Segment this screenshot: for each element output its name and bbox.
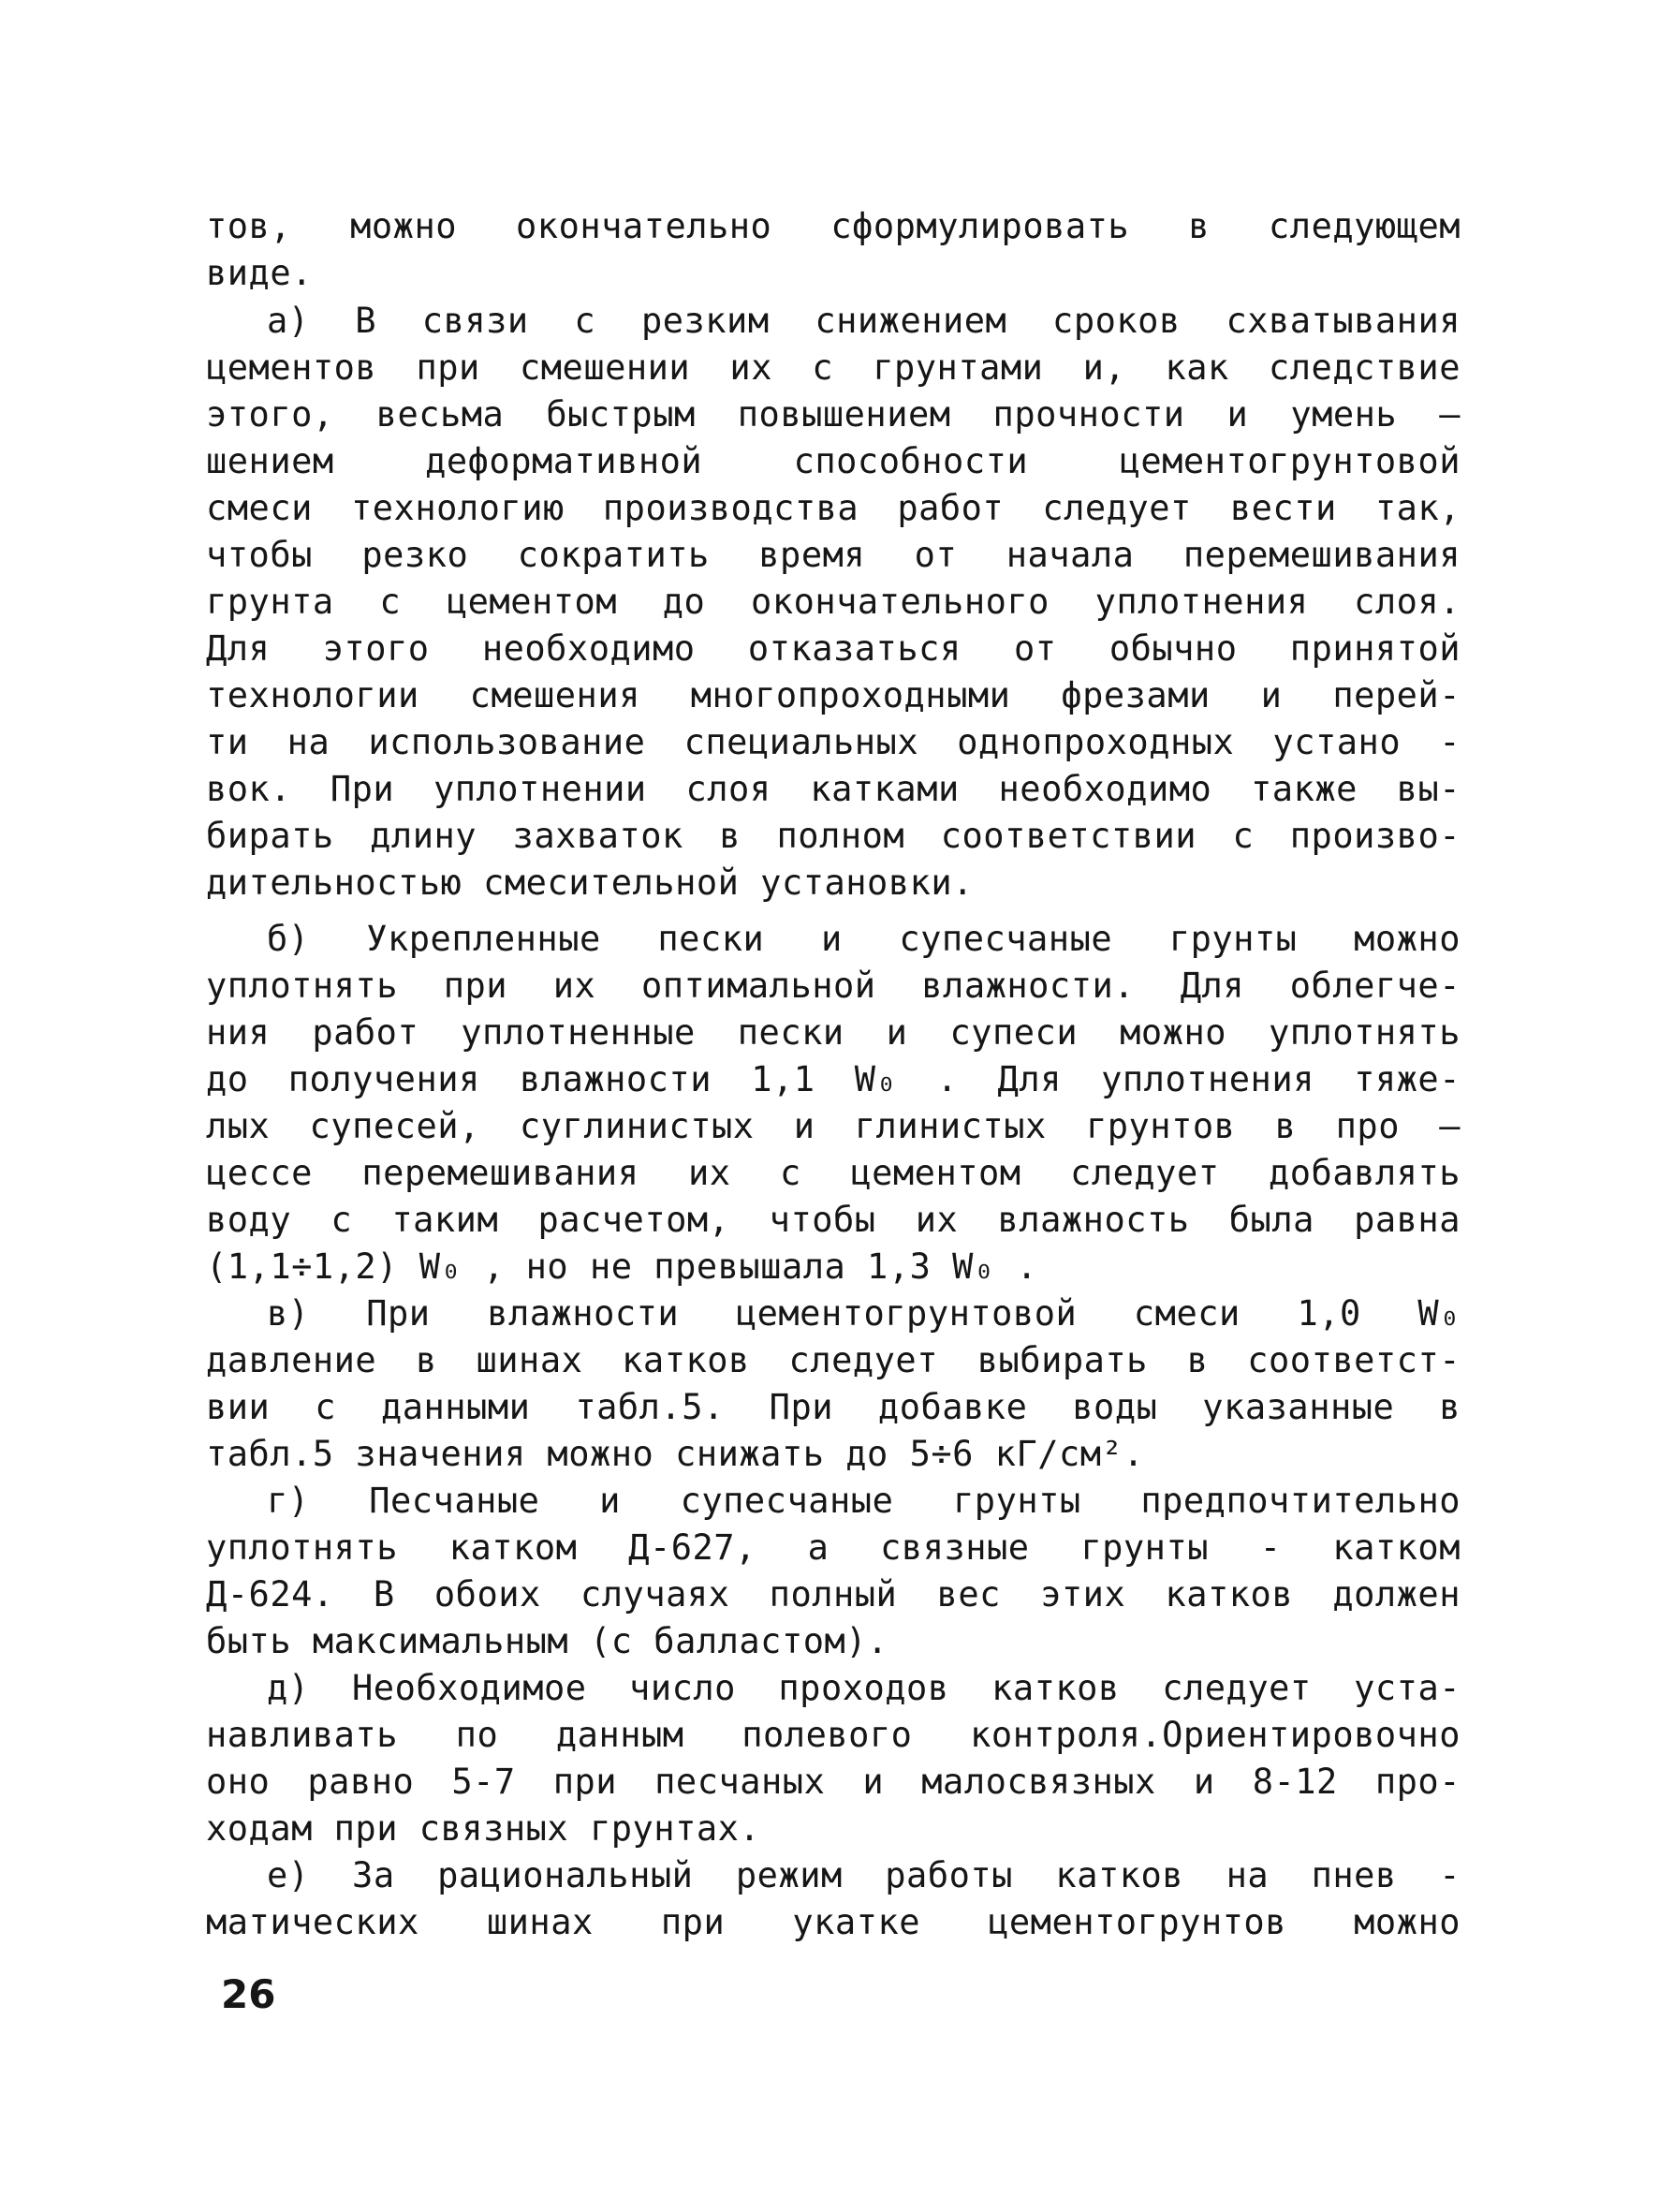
text-line: воду с таким расчетом, чтобы их влажность была равна bbox=[206, 1200, 1461, 1240]
text-line: ния работ уплотненные пески и супеси можно уплотнять bbox=[206, 1012, 1461, 1053]
text-line: навливать по данным полевого контроля.Ориентировочно bbox=[206, 1715, 1461, 1755]
text-line: цементов при смешении их с грунтами и, как следствие bbox=[206, 347, 1461, 388]
text-line: цессе перемешивания их с цементом следует добавлять bbox=[206, 1153, 1461, 1193]
text-line: смеси технологию производства работ следует вести так, bbox=[206, 488, 1461, 528]
text-line: уплотнять катком Д-627, а связные грунты - катком bbox=[206, 1527, 1461, 1568]
text-line: Для этого необходимо отказаться от обычно принятой bbox=[206, 628, 1461, 669]
text-line: уплотнять при их оптимальной влажности. Для облегче- bbox=[206, 966, 1461, 1006]
paragraph-intro bbox=[206, 203, 1461, 297]
text-line: грунта с цементом до окончательного уплотнения слоя. bbox=[206, 582, 1461, 622]
paragraph-a bbox=[206, 298, 1461, 907]
paragraph-v bbox=[206, 1290, 1461, 1478]
paragraph-b bbox=[206, 916, 1461, 1290]
text-line: матических шинах при укатке цементогрунтов можно bbox=[206, 1902, 1461, 1942]
text-line: ходам при связных грунтах. bbox=[206, 1808, 761, 1849]
text-line: оно равно 5-7 при песчаных и малосвязных и 8-12 про- bbox=[206, 1762, 1461, 1802]
text-line: а) В связи с резким снижением сроков схватывания bbox=[267, 301, 1461, 341]
text-line: дительностью смесительной установки. bbox=[206, 863, 974, 903]
text-line: вок. При уплотнении слоя катками необходимо также вы- bbox=[206, 769, 1461, 809]
text-line: быть максимальным (с балластом). bbox=[206, 1621, 888, 1661]
text-line: г) Песчаные и супесчаные грунты предпочтительно bbox=[267, 1481, 1461, 1521]
text-line: чтобы резко сократить время от начала перемешивания bbox=[206, 535, 1461, 575]
text-line: е) За рациональный режим работы катков на пнев - bbox=[267, 1855, 1461, 1895]
text-line: табл.5 значения можно снижать до 5÷6 кГ/см². bbox=[206, 1434, 1145, 1474]
page-number: 26 bbox=[221, 1971, 276, 2017]
text-line: давление в шинах катков следует выбирать в соответст- bbox=[206, 1340, 1461, 1380]
text-line: технологии смешения многопроходными фрезами и перей- bbox=[206, 675, 1461, 715]
text-line: этого, весьма быстрым повышением прочности и умень – bbox=[206, 394, 1461, 435]
paragraph-e bbox=[206, 1852, 1461, 1946]
text-line: шением деформативной способности цементогрунтовой bbox=[206, 441, 1461, 481]
paragraph-g bbox=[206, 1478, 1461, 1665]
text-line: в) При влажности цементогрунтовой смеси 1,0 W₀ bbox=[267, 1293, 1461, 1334]
text-line: б) Укрепленные пески и супесчаные грунты можно bbox=[267, 919, 1461, 959]
text-line: виде. bbox=[206, 253, 313, 293]
text-line: вии с данными табл.5. При добавке воды указанные в bbox=[206, 1387, 1461, 1427]
text-line: до получения влажности 1,1 W₀ . Для уплотнения тяже- bbox=[206, 1059, 1461, 1099]
text-line: бирать длину захваток в полном соответствии с произво- bbox=[206, 816, 1461, 856]
text-line: д) Необходимое число проходов катков следует уста- bbox=[267, 1668, 1461, 1708]
text-line: ти на использование специальных однопроходных устано - bbox=[206, 722, 1461, 762]
text-line: лых супесей, суглинистых и глинистых грунтов в про – bbox=[206, 1106, 1461, 1146]
paragraph-d bbox=[206, 1665, 1461, 1852]
text-line: тов, можно окончательно сформулировать в следующем bbox=[206, 206, 1461, 246]
text-line: Д-624. В обоих случаях полный вес этих катков должен bbox=[206, 1574, 1461, 1615]
text-line: (1,1÷1,2) W₀ , но не превышала 1,3 W₀ . bbox=[206, 1246, 1038, 1287]
